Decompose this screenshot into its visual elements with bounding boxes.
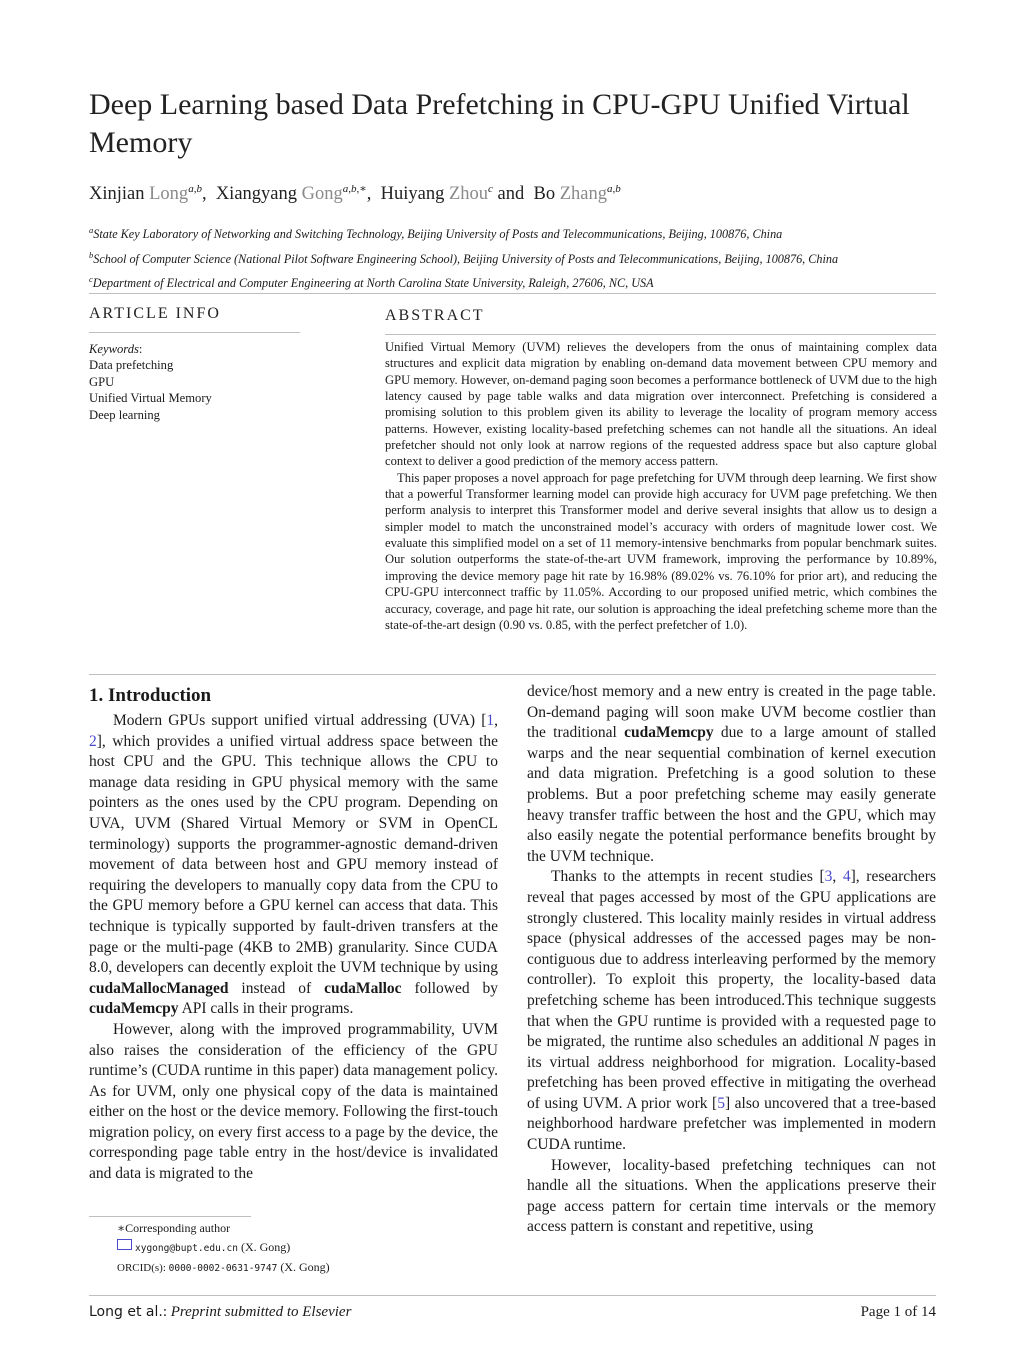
affiliation <box>89 220 949 245</box>
author-separator: and <box>497 184 525 205</box>
header-divider <box>89 293 936 294</box>
right-column <box>527 682 936 1238</box>
author-separator: , <box>366 184 372 205</box>
citation-link[interactable]: 3 <box>824 868 833 886</box>
abstract-body <box>385 339 937 633</box>
affiliation-mark: c <box>89 274 93 285</box>
orcid-label: ORCID(s): <box>117 1262 169 1274</box>
footnote: ∗Corresponding author xygong@bupt.edu.cn (X. Gong) ORCID(s): 0000-0002-0631-9747 (X. Gong) <box>117 1219 537 1279</box>
section-heading: 1. Introduction <box>89 685 212 706</box>
author-surname[interactable]: Zhou <box>448 184 489 205</box>
affiliation <box>89 269 949 294</box>
article-info-heading: ARTICLE INFO <box>89 305 221 322</box>
author-affil-mark: a,b <box>188 183 202 195</box>
body-paragraph: device/host memory and a new entry is created in the page table. On-demand paging will soon make UVM become costlier than the traditional cudaMemcpy due to a large amount of stalled warps and the near sequential combination of kernel execution and data migration. Prefetching is a good solution to these problems. But a poor prefetching scheme may easily generate heavy transfer traffic between the host and the GPU, which may also easily negate the potential performance benefits brought by the UVM technique. <box>527 683 936 865</box>
citation-link[interactable]: 4 <box>842 868 851 886</box>
author-affil-mark: a,b <box>606 183 621 195</box>
author-list <box>89 176 936 207</box>
footnote-rule <box>89 1216 251 1217</box>
abstract-paragraph: This paper proposes a novel approach for page prefetching for UVM through deep learning. We first show that a powerful Transformer learning model can provide high accuracy for UVM page prefetching. We then perform analysis to interpret this Transformer model and derive several insights that allow us to design a simpler model to match the unconstrained model’s accuracy with orders of magnitude lower cost. We evaluate this simplified model on a set of 11 memory-intensive benchmarks from popular benchmark suites. Our solution outperforms the state-of-the-art UVM framework, improving the performance by 10.89%, improving the device memory page hit rate by 16.98% (89.02% vs. 76.10% for prior art), and reducing the CPU-GPU interconnect traffic by 11.05%. According to our proposed unified metric, which combines the accuracy, coverage, and page hit rate, our solution is approaching the ideal prefetching scheme more than the state-of-the-art design (0.90 vs. 0.85, with the perfect prefetcher of 1.0). <box>385 470 937 632</box>
affiliation-text: State Key Laboratory of Networking and Switching Technology, Beijing University of Posts and Telecommunications, Beijing, 100876, China <box>93 227 783 242</box>
author-surname[interactable]: Long <box>149 184 189 205</box>
citation-link[interactable]: 2 <box>89 732 97 750</box>
email-link[interactable]: xygong@bupt.edu.cn <box>135 1242 238 1254</box>
affiliation-list <box>89 220 949 294</box>
author-given: Xinjian <box>89 184 145 205</box>
abstract-paragraph: Unified Virtual Memory (UVM) relieves the developers from the onus of maintaining complex data structures and explicit data migration by enabling on-demand data movement between CPU memory and GPU memory. However, on-demand paging soon becomes a performance bottleneck of UVM due to the high latency caused by page table walks and data migration over interconnect. Prefetching is considered a promising solution to this problem given its ability to leverage the locality of program memory access patterns. However, existing locality-based prefetching schemes can not handle all the situations. An ideal prefetcher should not only look at narrow regions of the requested address space but also capture global context to deliver a good prediction of the memory access pattern. <box>385 340 937 469</box>
footer-venue: Preprint submitted to Elsevier <box>170 1304 352 1320</box>
author-given: Xiangyang <box>215 184 297 205</box>
body-paragraph: Modern GPUs support unified virtual addressing (UVA) [1, 2], which provides a unified virtual address space between the host CPU and the GPU. This technique allows the CPU to manage data residing in GPU physical memory with the same pointers as the ones used by the CPU program. Depending on UVA, UVM (Shared Virtual Memory or SVM in OpenCL terminology) supports the programmer-agnostic demand-driven movement of data between host and GPU memory instead of requiring the developers to manually copy data from the CPU to the GPU memory before a GPU kernel can access that data. This technique is typically supported by fault-driven transfers at the page or the multi-page (4KB to 2MB) granularity. Since CUDA 8.0, developers can decently exploit the UVM technique by using cudaMallocManaged instead of cudaMalloc followed by cudaMemcpy API calls in their programs. <box>89 712 498 1018</box>
citation-link[interactable]: 5 <box>717 1094 725 1112</box>
page-number: Page 1 of 14 <box>860 1304 936 1320</box>
body-paragraph: Thanks to the attempts in recent studies [3, 4], researchers reveal that pages accessed by most of the GPU applications are strongly clustered. This locality mainly resides in virtual address space (physical addresses of the accessed pages may be non-contiguous due to address interleaving performed by the memory controller). To exploit this property, the locality-based data prefetching scheme has been introduced.This technique suggests that when the GPU runtime is provided with a requested page to be migrated, the runtime also schedules an additional N pages in its virtual address neighborhood for migration. Locality-based prefetching has been proved effective in mitigating the overhead of using UVM. A prior work [5] also uncovered that a tree-based neighborhood hardware prefetcher was implemented in modern CUDA runtime. <box>527 868 936 1154</box>
keywords-block: Keywords: Data prefetching GPU Unified Virtual Memory Deep learning <box>89 341 300 423</box>
corresponding-author-note: ∗Corresponding author <box>117 1221 231 1235</box>
orcid-link[interactable]: 0000-0002-0631-9747 <box>168 1263 278 1274</box>
body-paragraph: However, locality-based prefetching techniques can not handle all the situations. When the applications preserve their page access pattern for certain time intervals or the memory access pattern is constant and repetitive, using <box>527 1156 936 1236</box>
keyword: GPU <box>89 374 115 389</box>
affiliation <box>89 245 949 270</box>
author-affil-mark: c <box>488 183 493 195</box>
abstract-divider <box>89 674 936 675</box>
author-affil-mark: a,b,∗ <box>342 183 367 195</box>
footer-authors: Long et al. <box>89 1304 163 1320</box>
citation-link[interactable]: 1 <box>486 712 495 729</box>
affiliation-mark: a <box>89 225 94 235</box>
keyword: Data prefetching <box>89 358 174 373</box>
abstract-rule <box>385 334 936 335</box>
affiliation-text: Department of Electrical and Computer Engineering at North Carolina State University, Raleigh, 27606, NC, USA <box>92 276 654 291</box>
article-info-rule <box>89 332 300 333</box>
affiliation-mark: b <box>89 249 94 260</box>
affiliation-text: School of Computer Science (National Pilot Software Engineering School), Beijing University of Posts and Telecommunications, Beijing, 100876, China <box>93 251 839 266</box>
author-given: Huiyang <box>380 184 445 205</box>
author-given: Bo <box>533 184 556 205</box>
envelope-icon <box>117 1239 132 1250</box>
footer-rule <box>89 1295 936 1296</box>
paper-page: Deep Learning based Data Prefetching in CPU-GPU Unified Virtual Memory Xinjian Long$^{a,b}$, Xiangyang Gong$^{a,b,∗}$, Huiyang Zhou$^c$ and Bo Zhang$^{a,b}$ $^a$State Key Laboratory of Networking and Switching Technology, Beijing University of Posts and Telecommunications, Beijing, 100876, China $^b$School of Computer Science (National Pilot Software Engineering School), Beijing University of Posts and Telecommunications, Beijing, 100876, China $^c$Department of Electrical and Computer Engineering at North Carolina State University, Raleigh, 27606, NC, USA ARTICLE INFO Keywords: Data prefetching GPU Unified Virtual Memory Deep learning ABSTRACT Unified Virtual Memory (UVM) relieves the developers from the onus of maintaining complex data structures and explicit data migration by enabling on-demand data movement between CPU memory and GPU memory. However, on-demand paging soon becomes a performance bottleneck of UVM due to the high latency caused by page table walks and data migration over interconnect. Prefetching is considered a promising solution to this problem given its ability to leverage the locality of program memory access patterns. However, existing locality-based prefetching schemes can not handle all the situations. An ideal prefetcher should not only look at narrow regions of the requested address space but also capture global context to deliver a good prediction of the memory access pattern. This paper proposes a novel approach for page prefetching for UVM through deep learning. We first show that a powerful Transformer learning model can provide high accuracy for UVM page prefetching. We then perform analysis to interpret this Transformer model and derive several insights that allow us to design a simpler model to match the unconstrained model’s accuracy with orders of magnitude lower cost. We evaluate this simplified model on a set of 11 memory-intensive benchmarks from popular benchmark suites. Our solution outperforms the state-of-the-art UVM framework, improving the performance by 10.89%, improving the device memory page hit rate by 16.98% (89.02% vs. 76.10% for prior art), and reducing the CPU-GPU interconnect traffic by 11.05%. According to our proposed unified metric, which combines the accuracy, coverage, and page hit rate, our solution is approaching the ideal prefetching scheme more than the state-of-the-art design (0.90 vs. 0.85, with the perfect prefetcher of 1.0). 1. Introduction Modern GPUs support unified virtual addressing (UVA) [1, 2], which provides a unified virtual address space between the host CPU and the GPU. This technique allows the CPU to manage data residing in GPU physical memory with the same pointers as the ones used by the CPU program. Depending on UVA, UVM (Shared Virtual Memory or SVM in OpenCL terminology) supports the programmer-agnostic demand-driven movement of data between host and GPU memory instead of requiring the developers to manually copy data from the CPU to the GPU memory before a GPU kernel can access that data. This technique is typically supported by fault-driven transfers at the page or the multi-page (4KB to 2MB) granularity. Since CUDA 8.0, developers can decently exploit the UVM technique by using cudaMallocManaged instead of cudaMalloc followed by cudaMemcpy API calls in their programs. However, along with the improved programmability, UVM also raises the consideration of the efficiency of the GPU runtime’s (CUDA runtime in this paper) data management policy. As for UVM, only one physical copy of the data is maintained either on the host or the device memory. Following the first-touch migration policy, on every first access to a page by the device, the corresponding page table entry in the host/device is invalidated and data is migrated to the device/host memory and a new entry is created in the page table. On-demand paging will soon make UVM become costlier than the traditional cudaMemcpy due to a large amount of stalled warps and the near sequential combination of kernel execution and data migration. Prefetching is a good solution to these problems. But a poor prefetching scheme may easily generate heavy transfer traffic between the host and the GPU, which may also easily negate the potential performance benefits brought by the UVM technique. Thanks to the attempts in recent studies [3, 4], researchers reveal that pages accessed by most of the GPU applications are strongly clustered. This locality mainly resides in virtual address space (physical addresses of the accessed pages may be non-contiguous due to address interleaving performed by the memory controller). To exploit this property, the locality-based data prefetching scheme has been introduced.This technique suggests that when the GPU runtime is provided with a requested page to be migrated, the runtime also schedules an additional N pages in its virtual address neighborhood for migration. Locality-based prefetching has been proved effective in mitigating the overhead of using UVM. A prior work [5] also uncovered that a tree-based neighborhood hardware prefetcher was implemented in modern CUDA runtime. However, locality-based prefetching techniques can not handle all the situations. When the applications preserve their page access pattern for certain time intervals or the memory access pattern is constant and repetitive, using ∗Corresponding author xygong@bupt.edu.cn (X. Gong) ORCID(s): 0000-0002-0631-9747 (X. Gong) Long et al.: Preprint submitted to Elsevier Page 1 of 14 <box>89 0 936 1365</box>
paper-title: Deep Learning based Data Prefetching in CPU-GPU Unified Virtual Memory <box>89 88 910 159</box>
abstract-heading: ABSTRACT <box>385 307 485 324</box>
author-surname[interactable]: Gong <box>301 184 343 205</box>
author-separator: , <box>201 184 207 205</box>
keyword: Deep learning <box>89 407 160 422</box>
keyword: Unified Virtual Memory <box>89 391 212 406</box>
left-column <box>89 684 498 1185</box>
body-paragraph: However, along with the improved programmability, UVM also raises the consideration of the efficiency of the GPU runtime’s (CUDA runtime in this paper) data management policy. As for UVM, only one physical copy of the data is maintained either on the host or the device memory. Following the first-touch migration policy, on every first access to a page by the device, the corresponding page table entry in the host/device is invalidated and data is migrated to the <box>89 1020 498 1183</box>
author-surname[interactable]: Zhang <box>559 184 607 205</box>
keywords-label: Keywords <box>89 342 139 356</box>
